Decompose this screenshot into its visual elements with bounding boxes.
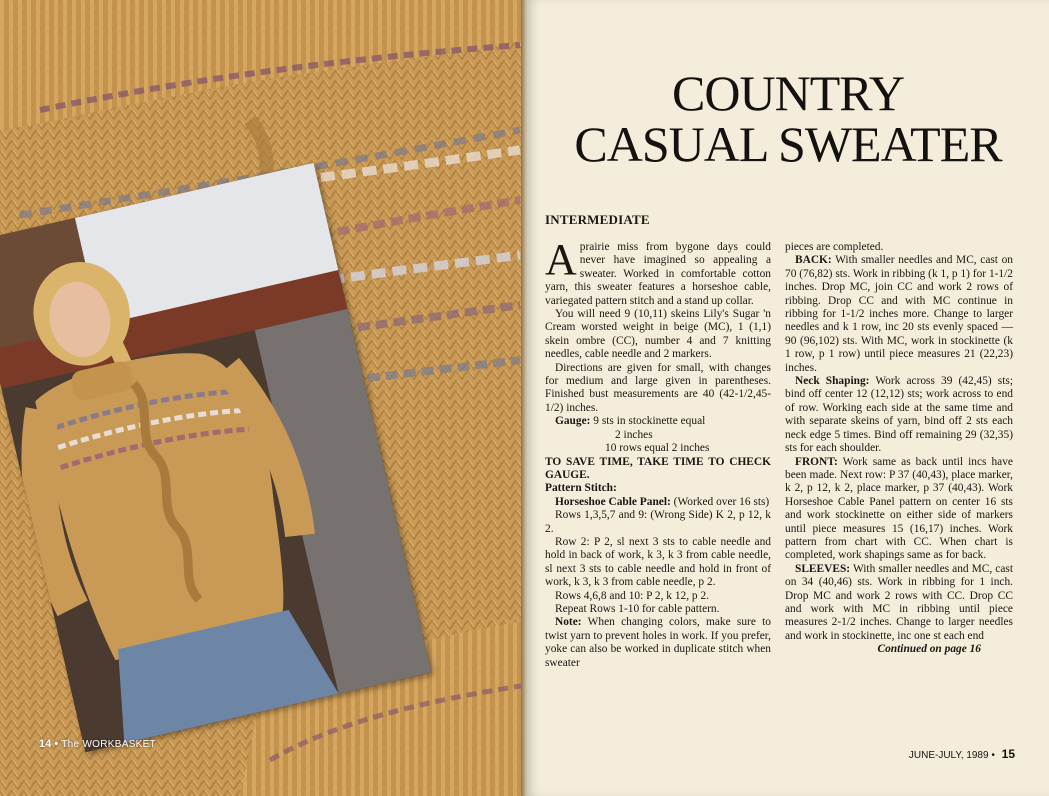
intro-text: prairie miss from bygone days could never have imagined so appealing a sweater. Worked in comfortable cotton yarn, this sweater features a horseshoe cable, variegated pattern stitch and a stand up collar. (545, 241, 771, 307)
right-page-number: 15 (1001, 747, 1015, 761)
drop-cap: A (545, 235, 577, 284)
article-title-line2: CASUAL SWEATER (574, 116, 1002, 172)
note-paragraph (545, 616, 771, 670)
right-folio (909, 747, 1015, 761)
text-column-1 (545, 235, 771, 670)
horseshoe-text: (Worked over 16 sts) (673, 495, 770, 508)
magazine-name: The WORKBASKET (61, 739, 157, 750)
back-paragraph (785, 254, 1013, 375)
rows-4-paragraph: Rows 4,6,8 and 10: P 2, k 12, p 2. (555, 589, 709, 602)
sleeves-label: SLEEVES: (795, 562, 851, 575)
gauge-line-3: 10 rows equal 2 inches (605, 442, 710, 455)
folio-bullet: • (54, 738, 59, 750)
sleeves-text: With smaller needles and MC, cast on 34 (40,46) sts. Work in ribbing for 1 inch. Drop MC and work 2 rows with CC. Drop CC and work with MC in ribbing until piece measures 2-1/2 inches. Change to larger needles and work in stockinette, inc one st each end (785, 562, 1013, 642)
pattern-stitch-text: Pattern Stitch: (545, 482, 617, 495)
left-folio (39, 738, 156, 750)
neck-paragraph (785, 375, 1013, 455)
article-title-line1: COUNTRY (672, 65, 904, 121)
back-label: BACK: (795, 254, 832, 267)
note-text: When changing colors, make sure to twist yarn to prevent holes in work. If you prefer, yoke can also be worked in duplicate stitch when sweater (545, 616, 771, 669)
right-page (527, 0, 1049, 796)
intro-paragraph (545, 235, 771, 308)
note-label: Note: (555, 616, 582, 629)
continued-note: Continued on page 16 (877, 643, 981, 656)
folio-bullet-right: • (991, 750, 995, 761)
front-text: Work same as back until incs have been made. Next row: P 37 (40,43), place marker, k 2, p 12, k 2, place marker, p 37 (40,43). Work Horseshoe Cable Panel pattern on center 16 sts and work stockinette on either side of markers until piece measures 15 (16,17) inches. Work pattern from chart with CC. When chart is completed, work shapings same as for back. (785, 455, 1013, 562)
rows-1-paragraph: Rows 1,3,5,7 and 9: (Wrong Side) K 2, p 12, k 2. (545, 509, 771, 535)
gauge-label: Gauge: (555, 415, 591, 428)
neck-label: Neck Shaping: (795, 375, 870, 388)
save-time-text: TO SAVE TIME, TAKE TIME TO CHECK GAUGE. (545, 455, 771, 481)
horseshoe-label: Horseshoe Cable Panel: (555, 495, 671, 508)
sleeves-paragraph (785, 563, 1013, 643)
carry-over-text: pieces are completed. (785, 241, 884, 253)
materials-paragraph: You will need 9 (10,11) skeins Lily's Sugar 'n Cream worsted weight in beige (MC), 1 (1,1) skein ombre (CC), number 4 and 7 knitting needles, cable needle and 2 markers. (545, 308, 771, 361)
gauge-line-1: 9 sts in stockinette equal (593, 415, 706, 428)
directions-paragraph: Directions are given for small, with changes for medium and large given in parentheses. Finished bust measurements are 40 (42-1/2,45-1/2) inches. (545, 361, 771, 414)
left-page-number: 14 (39, 738, 52, 750)
skill-level: INTERMEDIATE (545, 212, 650, 227)
gauge-paragraph (545, 415, 771, 428)
row-2-paragraph: Row 2: P 2, sl next 3 sts to cable needle and hold in back of work, k 3, k 3 from cable needle, sl next 3 sts to cable needle and hold in front of work, k 3, k 3 from cable needle, p 2. (545, 535, 771, 589)
gauge-line-2: 2 inches (615, 428, 653, 441)
pattern-stitch-heading (545, 482, 771, 495)
text-column-2 (785, 241, 1013, 657)
repeat-paragraph: Repeat Rows 1-10 for cable pattern. (555, 602, 720, 615)
save-time-note (545, 456, 771, 483)
neck-text: Work across 39 (42,45) sts; bind off center 12 (12,12) sts; work across to end of row. Working each side at the same time and with separate skeins of yarn, bind off 2 sts each neck edge 5 times. Bind off remaining 29 (32,35) sts for each shoulder. (785, 375, 1013, 455)
folio-date: JUNE-JULY, 1989 (908, 750, 989, 761)
back-text: With smaller needles and MC, cast on 70 (76,82) sts. Work in ribbing (k 1, p 1) for 1-1/2 inches. Drop MC, join CC and work 2 rows of ribbing. Drop CC and with MC continue in ribbing for 1-1/2 inches more. Change to larger needles and k 1 row, inc 20 sts evenly spaced — 90 (96,102) sts. With MC, work in stockinette (k 1 row, p 1 row) until piece measures 21 (22,23) inches. (785, 254, 1013, 374)
front-paragraph (785, 456, 1013, 563)
horseshoe-paragraph (545, 496, 771, 509)
front-label: FRONT: (795, 455, 838, 468)
